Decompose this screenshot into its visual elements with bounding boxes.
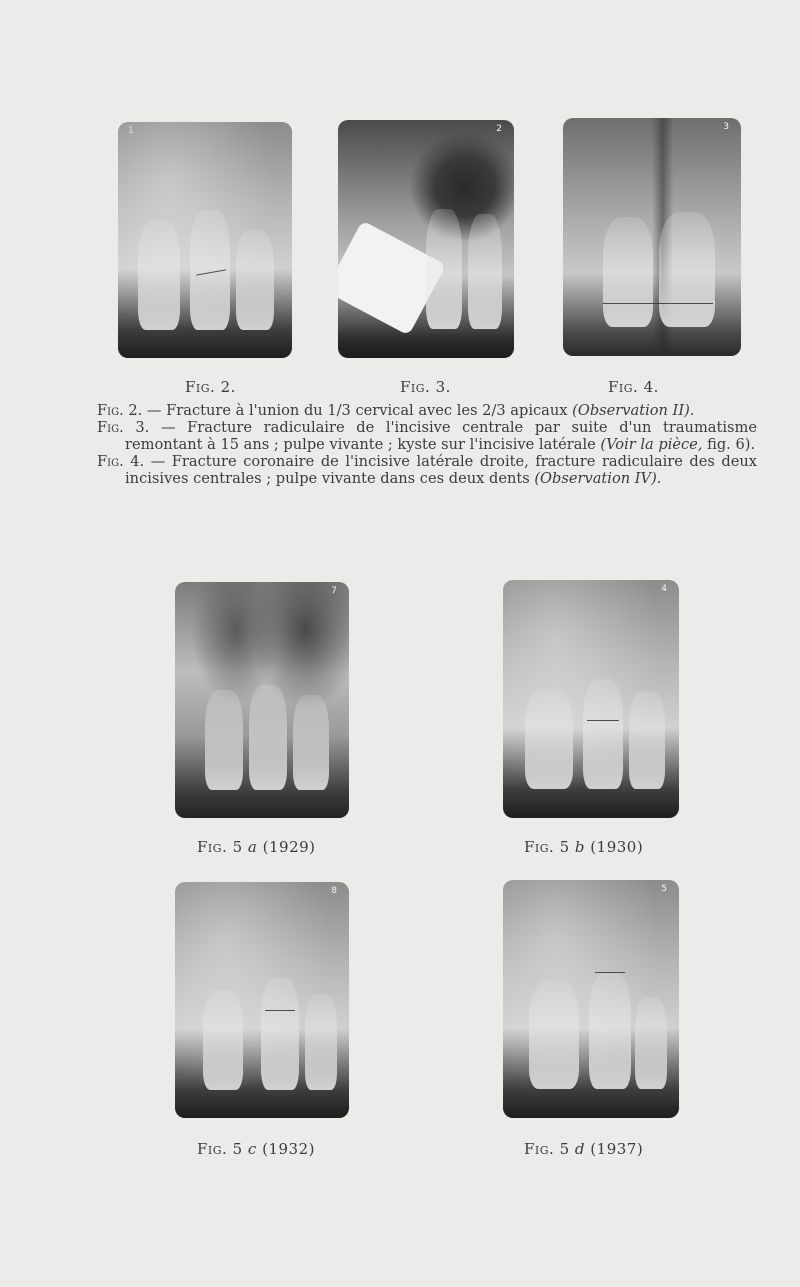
plate-number: 4 <box>661 584 667 594</box>
radiograph-fig-5b <box>503 580 679 818</box>
caption-fig-5a: Fig. 5 a (1929) <box>197 838 316 856</box>
plate-number: 3 <box>723 122 729 132</box>
caption-fig-5d: Fig. 5 d (1937) <box>524 1140 644 1158</box>
caption-fig-5b: Fig. 5 b (1930) <box>524 838 644 856</box>
radiograph-fig-5a <box>175 582 349 818</box>
plate-number: 5 <box>661 884 667 894</box>
legend-fig-4: Fig. 4. — Fracture coronaire de l'incisive latérale droite, fracture radiculaire des deux incisives centrales ; pulpe vivante dans ces deux dents (Observation IV). <box>97 453 757 487</box>
caption-fig-5c: Fig. 5 c (1932) <box>197 1140 315 1158</box>
legend-fig-3: Fig. 3. — Fracture radiculaire de l'incisive centrale par suite d'un traumatisme remontant à 15 ans ; pulpe vivante ; kyste sur l'incisive latérale (Voir la pièce, fig. 6). <box>97 419 757 453</box>
legend-fig-2: Fig. 2. — Fracture à l'union du 1/3 cervical avec les 2/3 apicaux (Observation II). <box>97 402 695 419</box>
radiograph-fig-2 <box>118 122 292 358</box>
radiograph-fig-3 <box>338 120 514 358</box>
figure-legends <box>97 402 757 487</box>
radiograph-fig-5d <box>503 880 679 1118</box>
caption-fig-4: Fig. 4. <box>608 378 659 396</box>
plate-number: 1 <box>128 126 134 136</box>
plate-number: 7 <box>331 586 337 596</box>
plate-number: 2 <box>496 124 502 134</box>
radiograph-fig-5c <box>175 882 349 1118</box>
caption-fig-3: Fig. 3. <box>400 378 451 396</box>
radiograph-fig-4 <box>563 118 741 356</box>
plate-number: 8 <box>331 886 337 896</box>
caption-fig-2: Fig. 2. <box>185 378 236 396</box>
